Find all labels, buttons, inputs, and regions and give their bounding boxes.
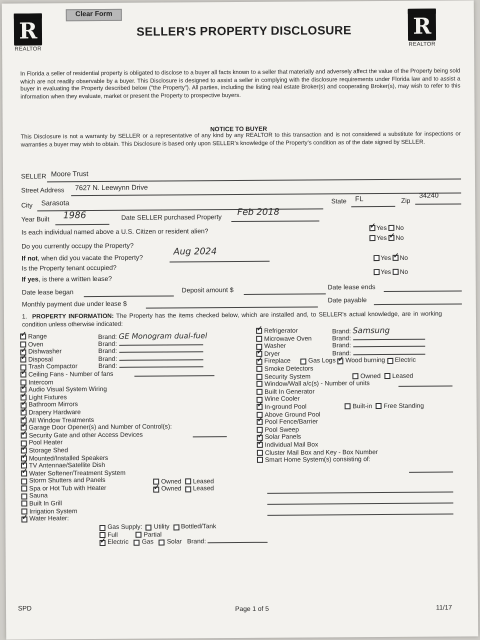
tv-leased-checkbox[interactable] — [185, 478, 191, 484]
fireplace-options — [300, 357, 416, 365]
zip-line — [415, 203, 461, 204]
no-label: No — [399, 254, 408, 262]
in-ground-pool-checkbox[interactable] — [257, 404, 263, 410]
softener-owned-checkbox[interactable] — [153, 486, 159, 492]
footer-revision: 11/17 — [435, 604, 453, 612]
deposit-field[interactable] — [244, 293, 326, 295]
smart-home-system-s-consisting-of-checkbox[interactable] — [257, 457, 263, 463]
window-wall-a-c-s-number-of-units-checkbox[interactable] — [256, 381, 262, 387]
year-built-label: Year Built — [21, 216, 50, 224]
fireplace-electric-checkbox[interactable] — [387, 358, 393, 364]
left-brand-column — [98, 332, 207, 371]
item-label: Disposal — [28, 356, 53, 364]
item-label: Washer — [264, 342, 286, 351]
partial-checkbox[interactable] — [136, 532, 142, 538]
smart-home-line-2[interactable] — [267, 503, 453, 505]
owned-label: Owned — [360, 372, 381, 380]
item-label: Ceiling Fans - Number of fans — [28, 370, 114, 379]
utility-label: Utility — [153, 523, 170, 531]
purchased-field[interactable]: Feb 2018 — [237, 207, 280, 219]
owned-label: Owned — [161, 485, 182, 493]
security-leased-checkbox[interactable] — [384, 373, 390, 379]
footer-page-number: Page 1 of 5 — [235, 605, 269, 614]
item-label: Bathroom Mirrors — [28, 401, 78, 409]
item-label: Cluster Mail Box and Key - Box Number — [264, 448, 378, 457]
occupy-yes-no — [369, 235, 403, 242]
brand-label: Brand: — [98, 363, 118, 371]
section-text: The Property has the items checked below, which are installed and, to SELLER's actual knowledge, are in working condition unless otherwise indicated: — [22, 310, 442, 329]
security-owned-checkbox[interactable] — [352, 373, 358, 379]
item-label: Intercom — [28, 378, 54, 387]
intro-paragraph: In Florida a seller of residential property is obligated to disclose to a buyer all facts known to a seller that materially and adversely affect the value of the Property being sold which are not readily observable by a buyer. This Disclosure is designed to assist a seller in complying with the disclosure requirements under Florida law and to assist a buyer in evaluating the Property described below ("the Property"). All parties, including the listing real estate Broker(s) and cooperating Broker(s), may wish to refer to this information when they evaluate, market or present the Property to prospective buyers. — [20, 68, 461, 101]
citizen-no-checkbox[interactable] — [389, 225, 395, 231]
item-label: Fireplace — [264, 358, 291, 366]
realtor-caption: REALTOR — [14, 46, 42, 53]
state-line — [351, 206, 395, 207]
zip-field[interactable]: 34240 — [419, 192, 439, 200]
notice-title: NOTICE TO BUYER — [210, 125, 268, 134]
item-label: Irrigation System — [29, 507, 78, 516]
item-label: Trash Compactor — [28, 363, 78, 371]
tenant-yes-checkbox[interactable] — [374, 255, 380, 261]
yes-label: Yes — [376, 224, 387, 233]
street-label: Street Address — [21, 187, 65, 195]
disposal-checkbox[interactable] — [20, 357, 26, 363]
electric-label: Electric — [394, 357, 416, 365]
trash-compactor-brand — [98, 363, 207, 371]
item-label: Light Fixtures — [28, 393, 67, 402]
wh-gas-checkbox[interactable] — [134, 539, 140, 545]
microwave-brand-field[interactable] — [353, 338, 425, 340]
brand-label: Brand: — [332, 350, 352, 358]
clear-form-button[interactable]: Clear Form — [66, 9, 122, 21]
notice-paragraph: This Disclosure is not a warranty by SELLER or a representative of any kind by any REALTOR to this transaction and is not considered a substitute for inspections or warranties a buyer may wish to obtain. This Disclosure is based only upon SELLER's knowledge of the Property's condition as of the date signed by SELLER. — [20, 131, 461, 149]
if-not-label: If not — [21, 255, 38, 263]
bottled-tank-label: Bottled/Tank — [180, 523, 217, 531]
brand-label: Brand: — [332, 328, 351, 336]
lease-question — [22, 276, 112, 284]
realtor-logo-left — [12, 13, 44, 53]
utility-checkbox[interactable] — [146, 524, 152, 530]
seller-field[interactable]: Moore Trust — [50, 171, 89, 179]
trash-compactor-brand-field[interactable] — [119, 367, 203, 369]
citizen-yes-checkbox[interactable] — [369, 225, 375, 231]
left-item-water-heater — [21, 514, 251, 523]
free-standing-checkbox[interactable] — [376, 403, 382, 409]
year-built-line — [55, 224, 109, 225]
wood-burning-label: Wood burning — [345, 357, 386, 365]
tenant-question: Is the Property tenant occupied? — [21, 264, 117, 273]
item-label: Storage Shed — [28, 447, 69, 455]
leased-label: Leased — [392, 372, 414, 380]
individual-mail-box-checkbox[interactable] — [257, 442, 263, 448]
smart-home-line-1[interactable] — [267, 492, 453, 494]
brand-label: Brand: — [332, 342, 352, 350]
section-number: 1. — [21, 313, 28, 321]
softener-leased-checkbox[interactable] — [185, 486, 191, 492]
security-ownership — [352, 372, 413, 380]
item-label: Drapery Hardware — [28, 409, 81, 417]
state-label: State — [331, 198, 347, 206]
wine-cooler-options — [345, 403, 424, 411]
brand-label: Brand: — [98, 355, 118, 363]
security-system-checkbox[interactable] — [256, 374, 262, 380]
water-heater-row — [100, 538, 268, 547]
citizen-question: Is each individual named above a U.S. Citizen or resident alien? — [21, 228, 209, 237]
state-field[interactable]: FL — [355, 196, 364, 204]
smart-home-line-3[interactable] — [267, 514, 453, 516]
vacate-line — [170, 261, 270, 263]
gas-logs-checkbox[interactable] — [300, 358, 306, 364]
yes-label: Yes — [380, 254, 392, 263]
brand-label: Brand: — [332, 334, 351, 342]
dryer-brand-field[interactable] — [353, 354, 425, 356]
item-label: Security Gate and other Access Devices — [28, 431, 143, 440]
street-line — [71, 192, 461, 196]
street-field[interactable]: 7627 N. Leewynn Drive — [75, 184, 148, 193]
seller-line — [47, 178, 461, 182]
vacate-question-text: , when did you vacate the Property? — [37, 254, 143, 263]
washer-brand-field[interactable] — [353, 346, 425, 348]
oven-brand-field[interactable] — [119, 344, 203, 346]
item-label: Dishwasher — [28, 348, 62, 356]
occupy-yes-checkbox[interactable] — [369, 235, 375, 241]
yes-label: Yes — [376, 234, 387, 243]
lease-question-text: , is there a written lease? — [38, 275, 112, 284]
full-label: Full — [107, 531, 118, 539]
item-label: Water Heater: — [29, 515, 69, 523]
year-built-field[interactable]: 1986 — [63, 211, 87, 222]
realtor-r-icon: R — [14, 13, 42, 45]
range-brand-field[interactable]: GE Monogram dual-fuel — [118, 331, 208, 341]
wh-electric-checkbox[interactable] — [100, 540, 106, 546]
item-label: Pool Fence/Barrier — [264, 418, 319, 426]
brand-label: Brand: — [98, 333, 117, 341]
refrigerator-checkbox[interactable] — [256, 328, 262, 334]
item-label: Mounted/Installed Speakers — [28, 454, 109, 462]
item-label: Wine Cooler — [264, 395, 300, 404]
item-label: Range — [28, 333, 47, 341]
fireplace-checkbox[interactable] — [256, 359, 262, 365]
leased-label: Leased — [192, 485, 214, 493]
seller-label: SELLER — [20, 173, 47, 181]
realtor-caption: REALTOR — [408, 41, 436, 48]
item-label: Microwave Oven — [264, 335, 312, 343]
wood-burning-checkbox[interactable] — [337, 358, 343, 364]
water-softener-treatment-system-checkbox[interactable] — [21, 470, 27, 476]
bottled-tank-checkbox[interactable] — [173, 524, 179, 530]
item-label: Built In Generator — [264, 388, 315, 396]
lease-began-label: Date lease began — [21, 289, 74, 297]
item-label: Refrigerator — [264, 327, 298, 335]
disclosure-form-page — [2, 0, 478, 639]
built-in-checkbox[interactable] — [345, 404, 351, 410]
box-number-field[interactable] — [409, 472, 453, 473]
wh-brand-field[interactable] — [208, 542, 268, 543]
microwave-oven-checkbox[interactable] — [256, 336, 262, 342]
wh-solar-label: Solar — [166, 538, 182, 546]
item-label: Above Ground Pool — [264, 410, 321, 419]
security-gate-and-other-access-devices-checkbox[interactable] — [21, 433, 27, 439]
partial-label: Partial — [143, 531, 162, 539]
purchased-line — [231, 220, 319, 222]
sauna-checkbox[interactable] — [21, 493, 27, 499]
lease-ends-label: Date lease ends — [327, 284, 376, 292]
vacate-field[interactable]: Aug 2024 — [173, 247, 217, 258]
lease-yes-checkbox[interactable] — [374, 269, 380, 275]
footer-form-code: SPD — [17, 605, 32, 613]
cluster-mail-box-and-key-box-number-checkbox[interactable] — [257, 450, 263, 456]
vacate-question — [22, 255, 143, 263]
free-standing-label: Free Standing — [383, 402, 424, 410]
no-label: No — [395, 224, 404, 232]
monthly-payment-field[interactable] — [146, 306, 318, 308]
item-label: Built In Grill — [29, 500, 62, 508]
ceiling-fans-number-of-fans-checkbox[interactable] — [20, 372, 26, 378]
lease-yes-no — [374, 269, 408, 276]
item-label: Security System — [264, 373, 311, 381]
no-label: No — [399, 268, 409, 276]
occupy-question: Do you currently occupy the Property? — [21, 242, 134, 251]
monthly-payment-label: Monthly payment due under lease $ — [21, 300, 127, 309]
deposit-label: Deposit amount $ — [181, 287, 234, 295]
item-label: Smoke Detectors — [264, 365, 314, 373]
brand-label: Brand: — [98, 348, 118, 356]
dishwasher-brand-field[interactable] — [119, 351, 203, 353]
pool-fence-barrier-checkbox[interactable] — [257, 419, 263, 425]
date-payable-label: Date payable — [327, 297, 367, 305]
wh-brand-label: Brand: — [187, 538, 207, 546]
storm-shutters-and-panels-checkbox[interactable] — [21, 478, 27, 484]
item-label: All Window Treatments — [28, 416, 95, 425]
gas-supply-checkbox[interactable] — [99, 524, 105, 530]
item-label: Spa or Hot Tub with Heater — [29, 484, 107, 493]
item-label: Garage Door Opener(s) and Number of Control(s): — [28, 423, 172, 432]
range-checkbox[interactable] — [20, 334, 26, 340]
city-label: City — [21, 202, 33, 210]
item-label: Window/Wall a/c(s) - Number of units — [264, 380, 370, 388]
item-label: Individual Mail Box — [264, 441, 319, 449]
brand-label: Brand: — [98, 340, 118, 348]
item-label: Storm Shutters and Panels — [29, 477, 106, 485]
lease-began-field[interactable] — [84, 295, 174, 297]
occupy-no-checkbox[interactable] — [389, 235, 395, 241]
wh-gas-label: Gas — [141, 538, 154, 547]
item-label: Pool Heater — [28, 439, 63, 447]
date-payable-field[interactable] — [374, 303, 462, 305]
lease-no-checkbox[interactable] — [393, 269, 399, 275]
gas-logs-label: Gas Logs — [308, 357, 336, 365]
lease-ends-field[interactable] — [384, 290, 462, 292]
yes-label: Yes — [380, 268, 392, 277]
item-label: In-ground Pool — [264, 403, 307, 411]
water-heater-checkbox[interactable] — [21, 516, 27, 522]
section-title: PROPERTY INFORMATION: — [32, 312, 114, 321]
item-label: Oven — [28, 340, 44, 349]
built-in-label: Built-in — [352, 403, 373, 411]
refrigerator-brand-field[interactable]: Samsung — [352, 325, 390, 336]
softener-ownership — [153, 485, 214, 493]
item-label: Sauna — [29, 492, 48, 500]
item-label: Water Softener/Treatment System — [29, 469, 126, 478]
zip-label: Zip — [401, 197, 411, 205]
tenant-yes-no — [374, 255, 408, 262]
item-label: Dryer — [264, 350, 280, 358]
realtor-r-icon: R — [408, 9, 436, 41]
purchased-label: Date SELLER purchased Property — [121, 214, 222, 222]
built-in-generator-checkbox[interactable] — [256, 389, 262, 395]
tenant-no-checkbox[interactable] — [393, 255, 399, 261]
spa-or-hot-tub-with-heater-checkbox[interactable] — [21, 486, 27, 492]
leased-label: Leased — [192, 477, 214, 485]
city-field[interactable]: Sarasota — [41, 200, 70, 208]
wh-electric-label: Electric — [107, 539, 129, 547]
item-label: TV Antennae/Satellite Dish — [28, 462, 106, 470]
realtor-logo-right — [406, 9, 438, 49]
disposal-brand-field[interactable] — [119, 359, 203, 361]
right-item-smart-home-system-s-consisting-of — [257, 455, 477, 464]
smoke-detectors-checkbox[interactable] — [256, 366, 262, 372]
item-label: Pool Sweep — [264, 426, 299, 434]
wh-solar-checkbox[interactable] — [159, 539, 165, 545]
citizen-yes-no — [369, 225, 403, 232]
item-label: Audio Visual System Wiring — [28, 386, 107, 394]
item-label: Solar Panels — [264, 433, 302, 442]
no-label: No — [395, 234, 404, 242]
owned-label: Owned — [161, 478, 182, 486]
built-in-grill-checkbox[interactable] — [21, 501, 27, 507]
gas-supply-label: Gas Supply: — [107, 523, 143, 532]
item-label: Smart Home System(s) consisting of: — [264, 456, 371, 464]
if-yes-label: If yes — [21, 276, 39, 284]
page-title: SELLER'S PROPERTY DISCLOSURE — [136, 23, 352, 39]
